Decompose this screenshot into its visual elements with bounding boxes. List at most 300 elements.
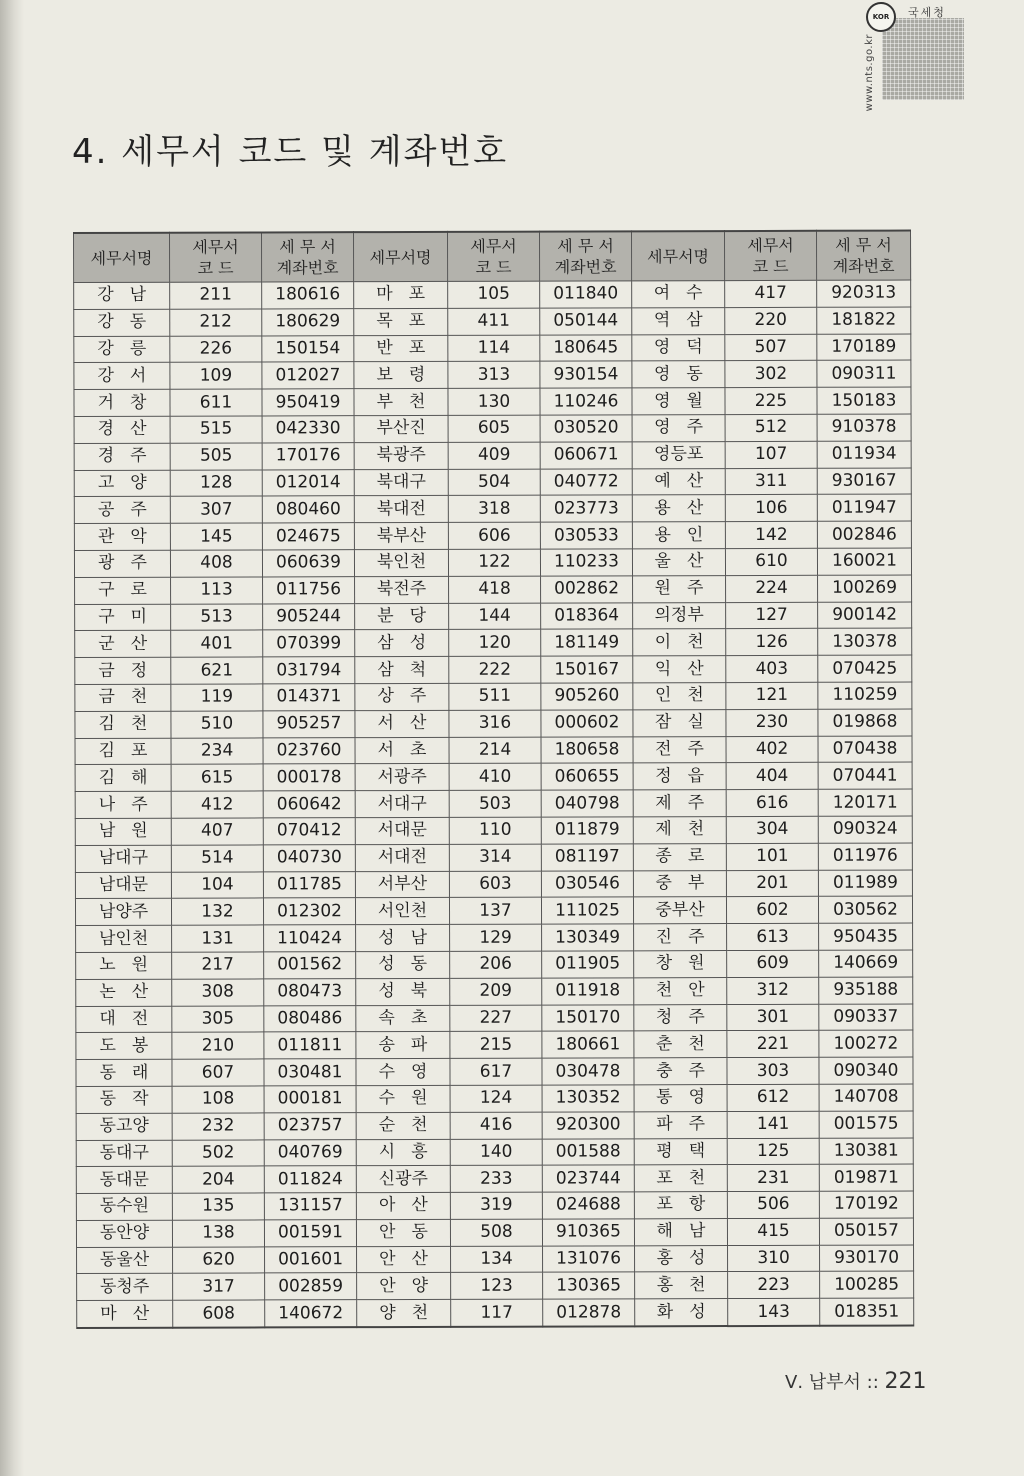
account-number-cell: 080460 [262,496,354,523]
office-code-cell: 101 [726,843,818,870]
account-number-cell: 000181 [264,1086,356,1113]
office-name-cell: 나주 [75,791,171,818]
office-name-cell: 영덕 [632,334,725,361]
office-name-cell: 서대구 [355,791,449,818]
account-number-cell: 180629 [262,308,354,335]
office-code-cell: 232 [172,1113,264,1140]
office-code-cell: 201 [726,870,818,897]
office-code-cell: 142 [725,521,817,548]
office-name-cell: 안동 [356,1219,450,1246]
account-number-cell: 090340 [819,1057,913,1084]
account-number-cell: 130378 [818,628,912,655]
account-number-cell: 131157 [264,1193,356,1220]
office-name-cell: 동청주 [77,1274,173,1301]
account-number-cell: 905257 [263,710,355,737]
office-name-cell: 이천 [633,629,726,656]
office-name-cell: 예산 [632,468,725,495]
table-row [75,602,912,631]
office-code-cell: 126 [726,629,818,656]
account-number-cell: 014371 [263,684,355,711]
account-number-cell: 170189 [817,334,911,361]
office-code-cell: 204 [172,1166,264,1193]
office-code-cell: 411 [448,308,540,335]
table-row [75,709,912,738]
column-header: 세무서명 [74,233,170,283]
account-number-cell: 130365 [543,1272,635,1299]
office-code-cell: 107 [725,441,817,468]
office-name-cell: 서대문 [355,817,449,844]
account-number-cell: 011785 [263,871,355,898]
table-row [76,1030,913,1059]
account-number-cell: 011879 [541,817,633,844]
office-name-cell: 김해 [75,765,171,792]
office-code-cell: 612 [727,1084,819,1111]
table-row [74,360,911,389]
office-code-cell: 605 [448,415,540,442]
account-number-cell: 180645 [540,334,632,361]
nts-logo [862,0,968,112]
table-header-row [74,231,911,283]
table-row [75,575,912,604]
account-number-cell: 011934 [817,441,911,468]
office-code-cell: 319 [450,1192,542,1219]
office-code-cell: 304 [726,816,818,843]
office-code-cell: 503 [449,790,541,817]
account-number-cell: 920313 [817,280,911,307]
office-code-cell: 137 [449,897,541,924]
office-name-cell: 북광주 [354,442,448,469]
account-number-cell: 905260 [541,683,633,710]
office-name-cell: 도봉 [76,1033,172,1060]
account-number-cell: 070412 [263,818,355,845]
account-number-cell: 181149 [541,629,633,656]
office-code-cell: 124 [450,1085,542,1112]
account-number-cell: 018364 [541,602,633,629]
office-code-cell: 221 [727,1031,819,1058]
office-code-cell: 129 [450,924,542,951]
account-number-cell: 040730 [263,844,355,871]
office-name-cell: 강릉 [74,336,170,363]
office-code-cell: 409 [448,442,540,469]
office-code-cell: 301 [727,1004,819,1031]
table-row [74,334,911,363]
account-number-cell: 030481 [264,1059,356,1086]
office-name-cell: 거창 [74,389,170,416]
office-code-cell: 110 [449,817,541,844]
office-code-cell: 114 [448,335,540,362]
page-number: 221 [884,1369,927,1394]
office-code-cell: 215 [450,1031,542,1058]
office-code-cell: 303 [727,1057,819,1084]
office-name-cell: 포항 [634,1192,727,1219]
office-code-cell: 502 [172,1139,264,1166]
account-number-cell: 012027 [262,362,354,389]
office-name-cell: 파주 [634,1111,727,1138]
office-name-cell: 안양 [357,1273,451,1300]
account-number-cell: 160021 [817,548,911,575]
office-name-cell: 동래 [76,1059,172,1086]
account-number-cell: 180616 [262,282,354,309]
agency-url: www.nts.go.kr [864,34,875,112]
office-code-cell: 214 [449,737,541,764]
office-code-cell: 410 [449,763,541,790]
office-name-cell: 동안양 [76,1220,172,1247]
account-number-cell: 011989 [818,870,912,897]
table-row [74,441,911,470]
office-code-cell: 316 [449,710,541,737]
office-code-cell: 615 [171,764,263,791]
account-number-cell: 050157 [819,1218,913,1245]
account-number-cell: 019871 [819,1164,913,1191]
office-name-cell: 부산진 [354,415,448,442]
account-number-cell: 023744 [542,1165,634,1192]
table-row [74,307,911,336]
office-code-cell: 220 [725,307,817,334]
account-number-cell: 130381 [819,1138,913,1165]
account-number-cell: 180661 [542,1031,634,1058]
office-code-cell: 233 [450,1165,542,1192]
account-number-cell: 140708 [819,1084,913,1111]
account-number-cell: 110424 [264,925,356,952]
account-number-cell: 023760 [263,737,355,764]
account-number-cell: 081197 [541,844,633,871]
column-header: 세 무 서 계좌번호 [816,231,910,281]
office-code-cell: 127 [726,602,818,629]
office-name-cell: 상주 [355,683,449,710]
office-name-cell: 김천 [75,711,171,738]
office-name-cell: 충주 [634,1058,727,1085]
account-number-cell: 050144 [540,308,632,335]
account-number-cell: 100285 [820,1271,914,1298]
office-code-cell: 611 [170,389,262,416]
office-name-cell: 정읍 [633,763,726,790]
office-name-cell: 통영 [634,1084,727,1111]
office-name-cell: 역삼 [632,307,725,334]
table-row [75,682,912,711]
account-number-cell: 070441 [818,762,912,789]
office-code-cell: 231 [727,1165,819,1192]
office-name-cell: 서대전 [355,844,449,871]
account-number-cell: 060639 [262,550,354,577]
office-code-cell: 308 [172,979,264,1006]
office-code-cell: 307 [170,496,262,523]
office-code-cell: 119 [171,684,263,711]
office-name-cell: 평택 [634,1138,727,1165]
office-name-cell: 제천 [633,817,726,844]
account-number-cell: 002846 [817,521,911,548]
office-code-cell: 225 [725,387,817,414]
office-name-cell: 아산 [356,1192,450,1219]
office-name-cell: 용인 [632,522,725,549]
office-code-cell: 125 [727,1138,819,1165]
tax-office-table [73,230,914,1330]
account-number-cell: 002859 [265,1273,357,1300]
account-number-cell: 170176 [262,442,354,469]
office-name-cell: 남인천 [76,925,172,952]
office-name-cell: 진주 [634,924,727,951]
office-code-cell: 314 [449,844,541,871]
account-number-cell: 070438 [818,736,912,763]
office-name-cell: 부천 [354,389,448,416]
office-code-cell: 145 [170,523,262,550]
office-name-cell: 영주 [632,415,725,442]
account-number-cell: 110246 [540,388,632,415]
office-name-cell: 북인천 [354,549,448,576]
office-name-cell: 남양주 [75,899,171,926]
office-name-cell: 서초 [355,737,449,764]
office-code-cell: 209 [450,978,542,1005]
account-number-cell: 111025 [541,897,633,924]
office-name-cell: 마포 [354,281,448,308]
account-number-cell: 150167 [541,656,633,683]
office-code-cell: 609 [727,950,819,977]
office-name-cell: 경주 [74,443,170,470]
table-row [76,1084,913,1113]
table-row [76,1191,913,1220]
account-number-cell: 030478 [542,1058,634,1085]
office-code-cell: 108 [172,1086,264,1113]
office-code-cell: 206 [450,951,542,978]
office-code-cell: 505 [170,443,262,470]
office-code-cell: 603 [449,871,541,898]
office-name-cell: 동대구 [76,1140,172,1167]
table-row [76,1138,913,1167]
account-number-cell: 024688 [542,1192,634,1219]
office-name-cell: 화성 [635,1299,728,1327]
office-name-cell: 남대문 [75,872,171,899]
office-code-cell: 310 [728,1245,820,1272]
account-number-cell: 001562 [264,952,356,979]
office-code-cell: 224 [726,575,818,602]
office-code-cell: 311 [725,468,817,495]
table-row [75,870,912,899]
office-name-cell: 여수 [632,281,725,308]
column-header: 세 무 서 계좌번호 [540,231,632,281]
column-header: 세무서명 [354,232,448,282]
account-number-cell: 001601 [265,1246,357,1273]
office-code-cell: 508 [450,1219,542,1246]
office-code-cell: 141 [727,1111,819,1138]
office-code-cell: 222 [449,656,541,683]
office-name-cell: 보령 [354,362,448,389]
account-number-cell: 001575 [819,1111,913,1138]
table-row [77,1298,914,1328]
table-row [76,1004,913,1033]
account-number-cell: 100269 [818,575,912,602]
office-name-cell: 북전주 [355,576,449,603]
table-row [74,468,911,497]
office-code-cell: 122 [448,549,540,576]
office-name-cell: 고양 [74,470,170,497]
office-code-cell: 104 [171,871,263,898]
account-number-cell: 011976 [818,843,912,870]
office-code-cell: 510 [171,711,263,738]
office-name-cell: 송파 [356,1032,450,1059]
account-number-cell: 935188 [819,977,913,1004]
office-name-cell: 중부 [633,870,726,897]
table-row [76,1111,913,1140]
account-number-cell: 012302 [263,898,355,925]
office-code-cell: 302 [725,361,817,388]
account-number-cell: 002862 [541,576,633,603]
office-code-cell: 514 [171,845,263,872]
column-header: 세무서 코 드 [448,232,540,282]
office-code-cell: 318 [448,495,540,522]
office-code-cell: 613 [727,923,819,950]
page-footer [785,1368,927,1394]
office-name-cell: 창원 [634,950,727,977]
account-number-cell: 030533 [540,522,632,549]
office-name-cell: 제주 [633,790,726,817]
account-number-cell: 130352 [542,1085,634,1112]
account-number-cell: 042330 [262,416,354,443]
office-code-cell: 621 [171,657,263,684]
office-name-cell: 성남 [356,925,450,952]
account-number-cell: 060671 [540,442,632,469]
office-name-cell: 분당 [355,603,449,630]
footer-section: Ⅴ. 납부서 :: [785,1372,879,1393]
office-name-cell: 해남 [634,1218,727,1245]
office-code-cell: 140 [450,1139,542,1166]
agency-name: 국세청 [908,6,946,19]
office-code-cell: 417 [725,280,817,307]
office-name-cell: 공주 [74,497,170,524]
office-code-cell: 507 [725,334,817,361]
office-code-cell: 234 [171,737,263,764]
office-code-cell: 135 [172,1193,264,1220]
table-row [77,1271,914,1300]
account-number-cell: 130349 [542,924,634,951]
account-number-cell: 930167 [817,468,911,495]
office-code-cell: 131 [172,925,264,952]
account-number-cell: 012014 [262,469,354,496]
office-name-cell: 동작 [76,1086,172,1113]
office-name-cell: 순천 [356,1112,450,1139]
account-number-cell: 070399 [263,630,355,657]
office-code-cell: 408 [170,550,262,577]
office-name-cell: 의정부 [633,602,726,629]
account-number-cell: 040769 [264,1139,356,1166]
table-row [76,1057,913,1086]
office-code-cell: 403 [726,655,818,682]
office-name-cell: 금정 [75,657,171,684]
office-code-cell: 144 [449,603,541,630]
office-code-cell: 105 [448,281,540,308]
account-number-cell: 000178 [263,764,355,791]
office-code-cell: 312 [727,977,819,1004]
account-number-cell: 905244 [263,603,355,630]
account-number-cell: 023773 [540,495,632,522]
account-number-cell: 170192 [819,1191,913,1218]
office-code-cell: 305 [172,1005,264,1032]
office-code-cell: 407 [171,818,263,845]
office-name-cell: 영동 [632,361,725,388]
account-number-cell: 090337 [819,1004,913,1031]
office-name-cell: 서부산 [355,871,449,898]
office-name-cell: 익산 [633,656,726,683]
office-name-cell: 김포 [75,738,171,765]
account-number-cell: 070425 [818,655,912,682]
account-number-cell: 150170 [542,1004,634,1031]
account-number-cell: 110233 [540,549,632,576]
column-header: 세무서명 [632,231,725,281]
office-name-cell: 동수원 [76,1193,172,1220]
office-code-cell: 123 [451,1273,543,1300]
office-name-cell: 서산 [355,710,449,737]
office-name-cell: 노원 [76,952,172,979]
office-name-cell: 강남 [74,282,170,309]
office-code-cell: 210 [172,1032,264,1059]
table-row [76,1218,913,1247]
account-number-cell: 011756 [263,576,355,603]
office-code-cell: 226 [170,336,262,363]
office-name-cell: 북대전 [354,496,448,523]
office-name-cell: 전주 [633,736,726,763]
office-name-cell: 금천 [75,684,171,711]
account-number-cell: 001588 [542,1138,634,1165]
table-row [75,736,912,765]
office-code-cell: 506 [727,1191,819,1218]
office-code-cell: 515 [170,416,262,443]
office-name-cell: 성북 [356,978,450,1005]
office-name-cell: 영월 [632,388,725,415]
table-row [75,762,912,791]
table-row [75,655,912,684]
office-code-cell: 117 [451,1299,543,1327]
account-number-cell: 910365 [542,1219,634,1246]
account-number-cell: 011840 [540,281,632,308]
office-code-cell: 313 [448,362,540,389]
account-number-cell: 012878 [543,1299,635,1327]
office-code-cell: 402 [726,736,818,763]
page-title: 4. 세무서 코드 및 계좌번호 [72,132,509,172]
account-number-cell: 040772 [540,468,632,495]
office-name-cell: 동대문 [76,1167,172,1194]
account-number-cell: 080473 [264,978,356,1005]
office-code-cell: 217 [172,952,264,979]
office-name-cell: 울산 [632,549,725,576]
office-name-cell: 강동 [74,309,170,336]
office-code-cell: 121 [726,682,818,709]
account-number-cell: 023757 [264,1112,356,1139]
office-code-cell: 608 [173,1300,265,1328]
table-row [76,923,913,952]
account-number-cell: 080486 [264,1005,356,1032]
logo-pattern [882,18,964,100]
office-code-cell: 511 [449,683,541,710]
account-number-cell: 930170 [820,1245,914,1272]
account-number-cell: 900142 [818,602,912,629]
account-number-cell: 181822 [817,307,911,334]
table-body [74,280,914,1328]
office-code-cell: 415 [727,1218,819,1245]
office-code-cell: 230 [726,709,818,736]
account-number-cell: 030520 [540,415,632,442]
office-name-cell: 청주 [634,1004,727,1031]
office-code-cell: 607 [172,1059,264,1086]
office-name-cell: 영등포 [632,441,725,468]
kor-badge-icon: KOR [866,2,896,32]
office-name-cell: 홍성 [635,1245,728,1272]
column-header: 세무서 코 드 [725,231,817,281]
office-name-cell: 경산 [74,416,170,443]
office-code-cell: 513 [171,604,263,631]
office-code-cell: 610 [725,548,817,575]
account-number-cell: 150183 [817,387,911,414]
table-row [75,843,912,872]
office-code-cell: 620 [173,1247,265,1274]
account-number-cell: 019868 [818,709,912,736]
